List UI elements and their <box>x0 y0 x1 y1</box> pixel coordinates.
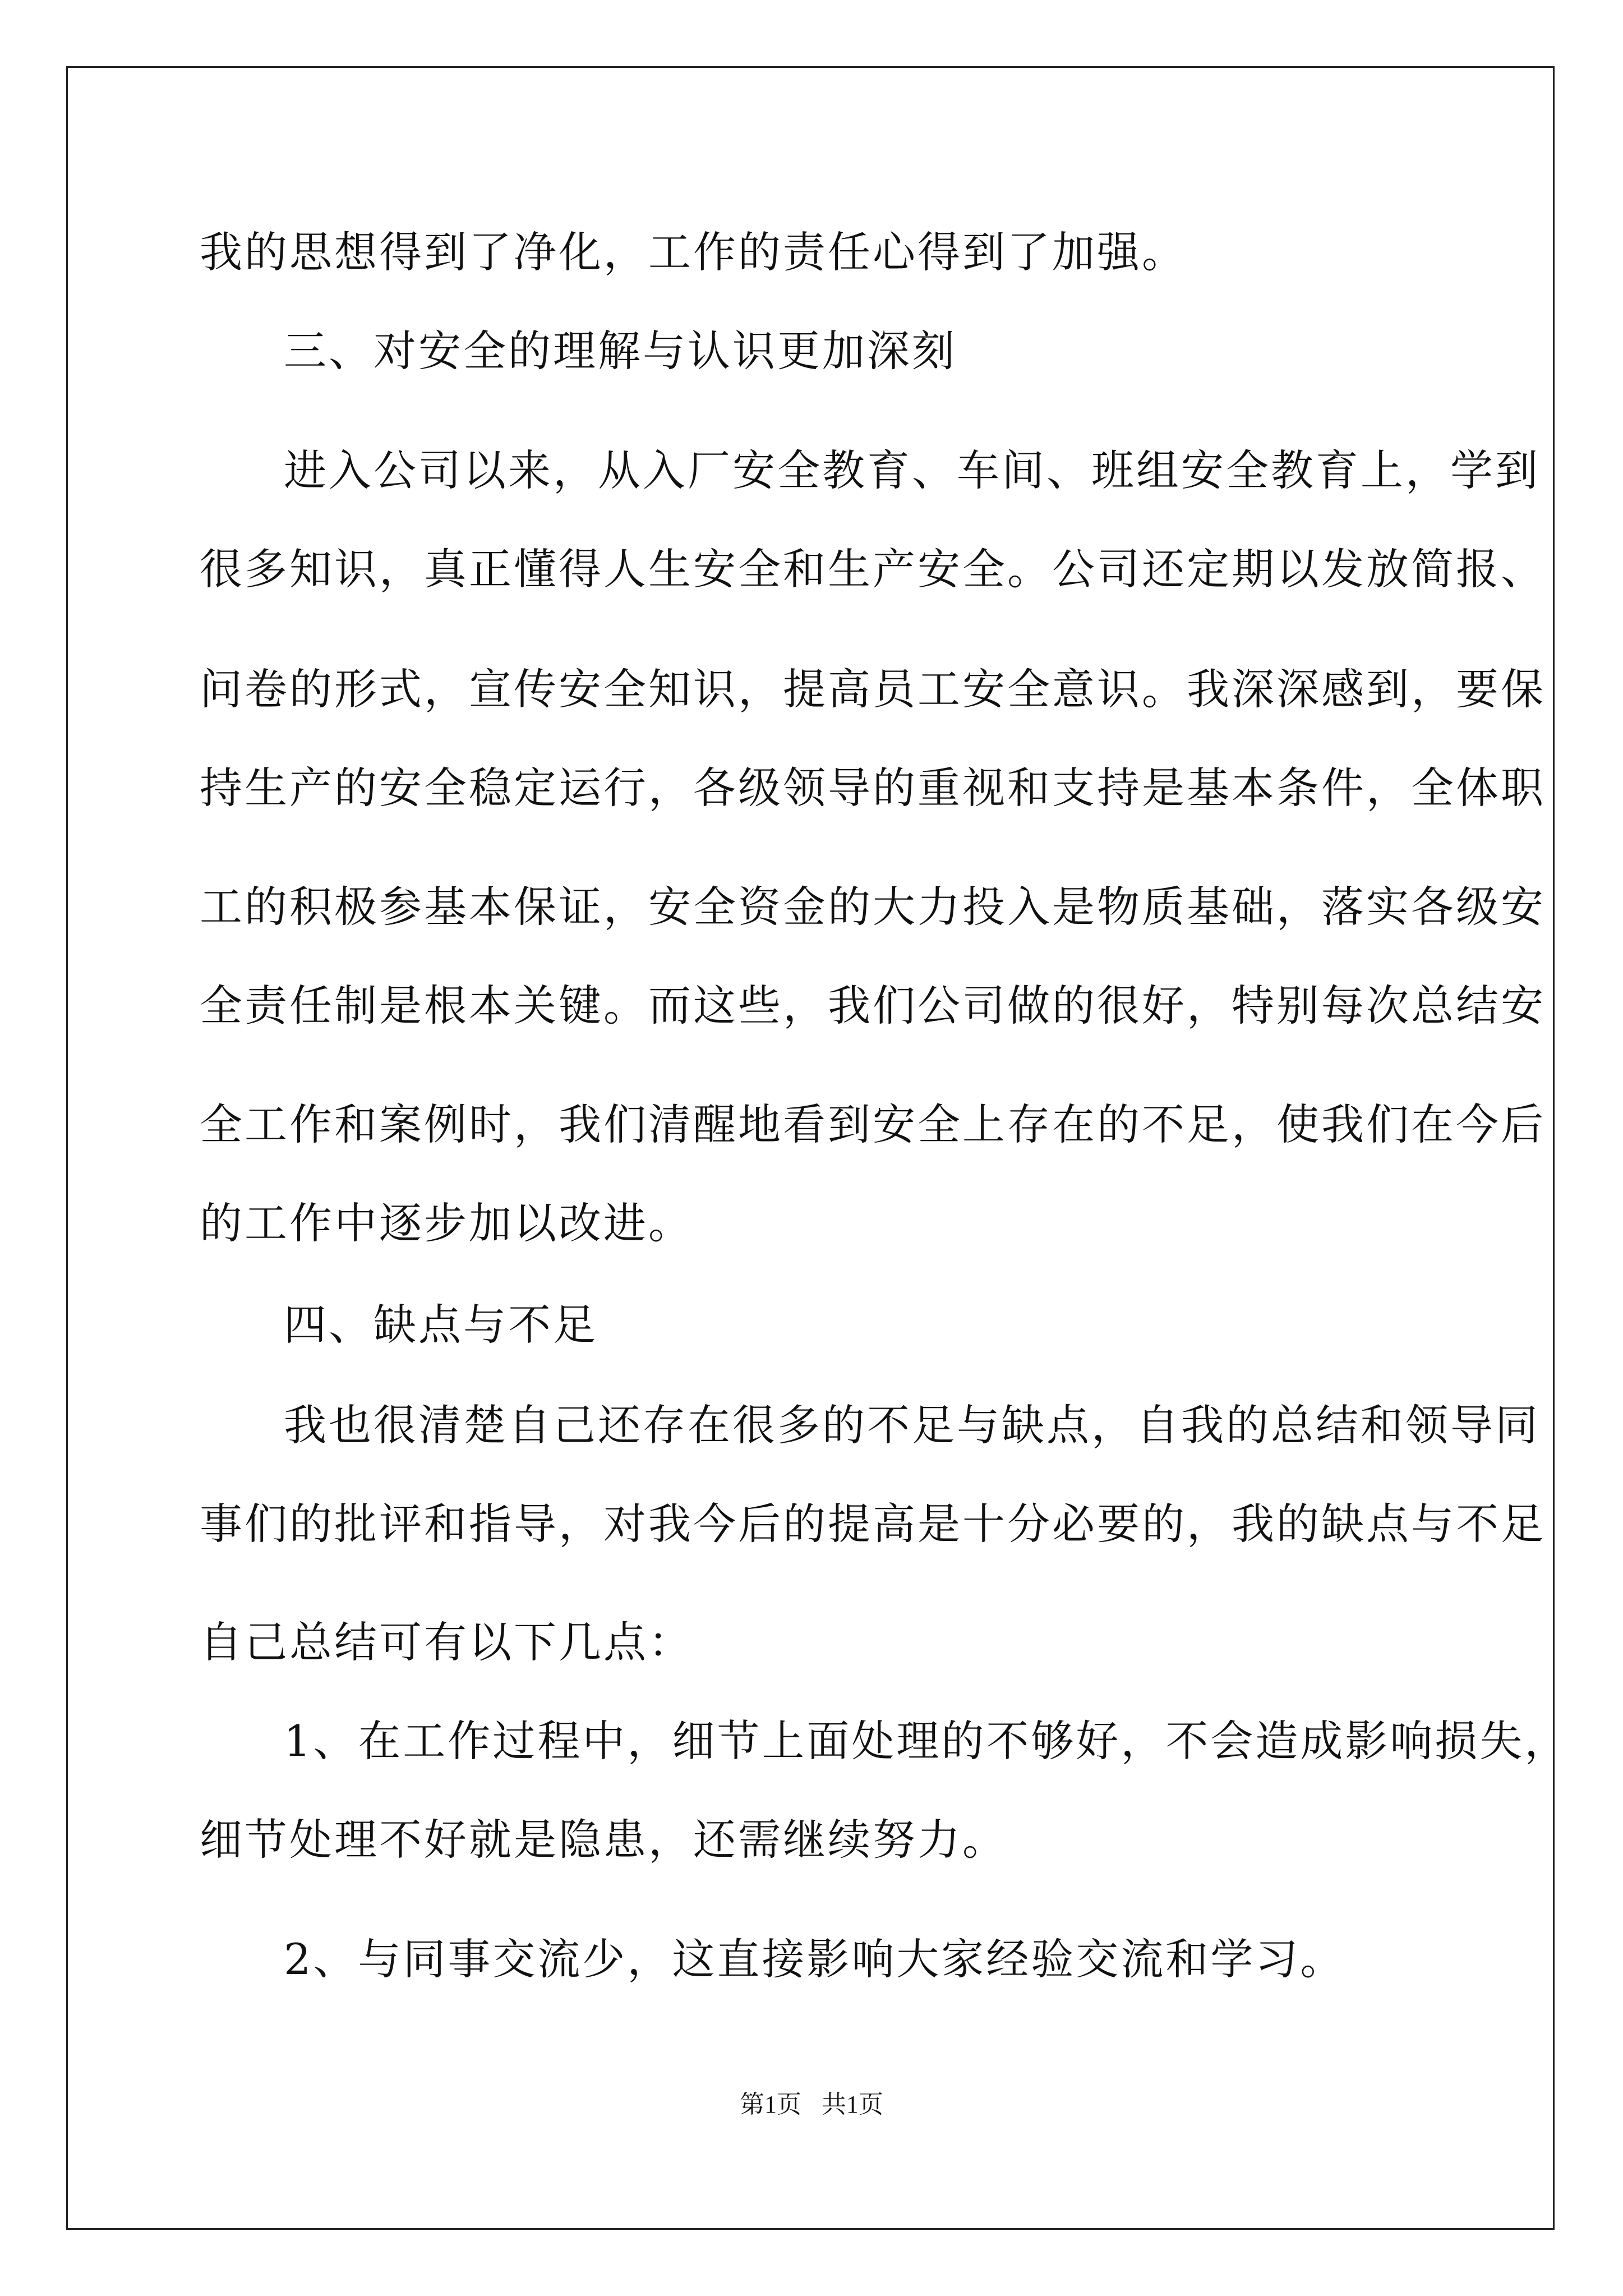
text-line-3: 进入公司以来，从入厂安全教育、车间、班组安全教育上，学到 <box>284 445 1540 495</box>
text-line-1: 我的思想得到了净化，工作的责任心得到了加强。 <box>200 227 1187 277</box>
text-line-7: 工的积极参基本保证，安全资金的大力投入是物质基础，落实各级安 <box>200 882 1546 932</box>
text-line-5: 问卷的形式，宣传安全知识，提高员工安全意识。我深深感到，要保 <box>200 664 1546 714</box>
page-footer <box>0 2088 1623 2122</box>
list-item-1-line-1: 1、在工作过程中，细节上面处理的不够好，不会造成影响损失， <box>284 1716 1570 1766</box>
list-item-2: 2、与同事交流少，这直接影响大家经验交流和学习。 <box>284 1934 1345 1984</box>
text-line-12: 我也很清楚自己还存在很多的不足与缺点，自我的总结和领导同 <box>284 1400 1540 1450</box>
text-line-4: 很多知识，真正懂得人生安全和生产安全。公司还定期以发放简报、 <box>200 544 1546 594</box>
text-line-6: 持生产的安全稳定运行，各级领导的重视和支持是基本条件，全体职 <box>200 763 1546 813</box>
section-heading-4: 四、缺点与不足 <box>284 1300 598 1350</box>
list-item-1-line-2: 细节处理不好就是隐患，还需继续努力。 <box>200 1815 1007 1865</box>
section-heading-3: 三、对安全的理解与认识更加深刻 <box>284 326 957 376</box>
text-line-14: 自己总结可有以下几点： <box>200 1617 693 1667</box>
page-total: 共1页 <box>822 2091 883 2118</box>
page-number: 第1页 <box>740 2091 801 2118</box>
text-line-10: 的工作中逐步加以改进。 <box>200 1198 693 1248</box>
text-line-13: 事们的批评和指导，对我今后的提高是十分必要的，我的缺点与不足 <box>200 1499 1546 1549</box>
text-line-8: 全责任制是根本关键。而这些，我们公司做的很好，特别每次总结安 <box>200 981 1546 1030</box>
text-line-9: 全工作和案例时，我们清醒地看到安全上存在的不足，使我们在今后 <box>200 1099 1546 1149</box>
